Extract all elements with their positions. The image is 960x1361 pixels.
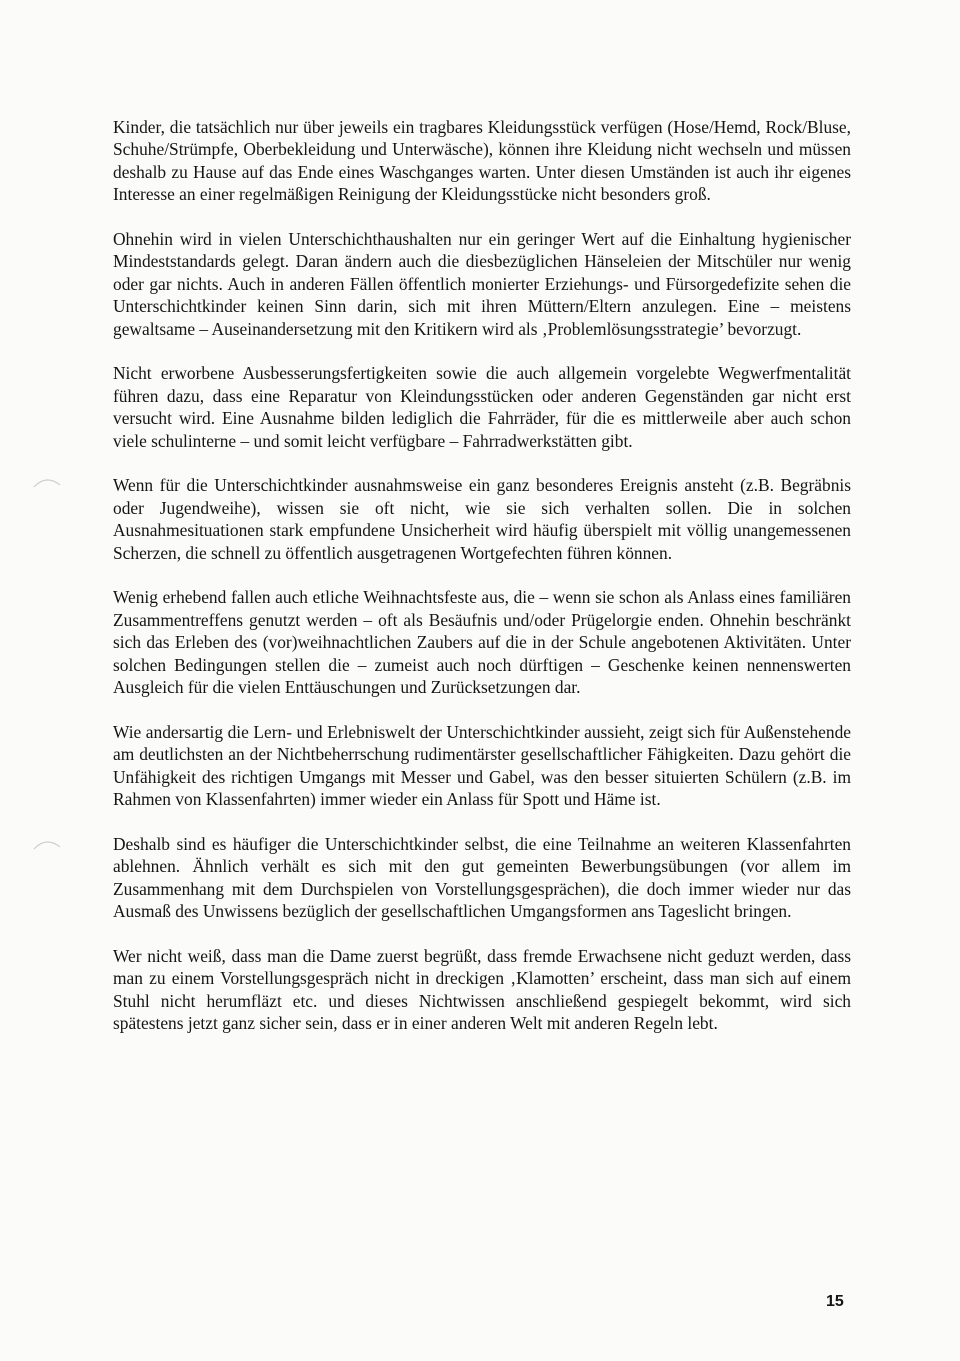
paragraph: Nicht erworbene Ausbesserungsfertigkeiten sowie die auch allgemein vorgelebte Wegwerfmentalität führen dazu, dass eine Reparatur von Kleindungsstücken oder anderen Gegenständen gar nicht erst versucht wird. Eine Ausnahme bilden lediglich die Fahrräder, für die es mittlerweile aber auch schon viele schulinterne – und somit leicht verfügbare – Fahrradwerkstätten gibt. xyxy=(113,363,851,451)
punch-hole-mark xyxy=(32,838,62,850)
page-number: 15 xyxy=(826,1293,844,1310)
paragraph: Deshalb sind es häufiger die Unterschichtkinder selbst, die eine Teilnahme an weiteren Klassenfahrten ablehnen. Ähnlich verhält es sich mit den gut gemeinten Bewerbungsübungen (vor allem im Zusammenhang mit dem Durchspielen von Vorstellungsgesprächen), die doch immer wieder nur das Ausmaß des Unwissens bezüglich der gesellschaftlichen Umgangsformen ans Tageslicht bringen. xyxy=(113,833,851,922)
paragraph: Wer nicht weiß, dass man die Dame zuerst begrüßt, dass fremde Erwachsene nicht geduzt werden, dass man zu einem Vorstellungsgespräch nicht in dreckigen ‚Klamotten’ erscheint, dass man sich auf einem Stuhl nicht herumfläzt etc. und dieses Nichtwissen anschließend gespiegelt bekommt, wird sich spätestens jetzt ganz sicher sein, dass er in einer anderen Welt mit anderen Regeln lebt. xyxy=(113,945,851,1034)
paragraph: Kinder, die tatsächlich nur über jeweils ein tragbares Kleidungsstück verfügen (Hose/Hemd, Rock/Bluse, Schuhe/Strümpfe, Oberbekleidung und Unterwäsche), können ihre Kleidung nicht wechseln und müssen deshalb zu Hause auf das Ende eines Waschganges warten. Unter diesen Umständen ist auch ihr eigenes Interesse an einer regelmäßigen Reinigung der Kleidungsstücke nicht besonders groß. xyxy=(113,117,851,205)
paragraph: Wie andersartig die Lern- und Erlebniswelt der Unterschichtkinder aussieht, zeigt sich für Außenstehende am deutlichsten an der Nichtbeherrschung rudimentärster gesellschaftlicher Fähigkeiten. Dazu gehört die Unfähigkeit des richtigen Umgangs mit Messer und Gabel, was den besser situierten Schülern (z.B. im Rahmen von Klassenfahrten) immer wieder ein Anlass für Spott und Häme ist. xyxy=(113,721,851,810)
paragraph: Ohnehin wird in vielen Unterschichthaushalten nur ein geringer Wert auf die Einhaltung hygienischer Mindeststandards gelegt. Daran ändern auch die diesbezüglichen Hänseleien der Mitschüler nur wenig oder gar nichts. Auch in anderen Fällen öffentlich monierter Erziehungs- und Fürsorgedefizite sehen die Unterschichtkinder keinen Sinn darin, sich mit ihren Müttern/Eltern anzulegen. Eine – meistens gewaltsame – Auseinandersetzung mit den Kritikern wird als ‚Problemlösungsstrategie’ bevorzugt. xyxy=(113,229,851,339)
punch-hole-mark xyxy=(32,476,62,488)
body-text xyxy=(113,116,851,1057)
paragraph: Wenn für die Unterschichtkinder ausnahmsweise ein ganz besonderes Ereignis ansteht (z.B. Begräbnis oder Jugendweihe), wissen sie oft nicht, wie sie sich verhalten sollen. Die in solchen Ausnahmesituationen stark empfundene Unsicherheit wird häufig überspielt mit völlig unangemessenen Scherzen, die schnell zu öffentlich ausgetragenen Wortgefechten führen können. xyxy=(113,475,851,563)
paragraph: Wenig erhebend fallen auch etliche Weihnachtsfeste aus, die – wenn sie schon als Anlass eines familiären Zusammentreffens genutzt werden – oft als Besäufnis und/oder Prügelorgie enden. Ohnehin beschränkt sich das Erleben des (vor)weihnachtlichen Zaubers auf die in der Schule angebotenen Aktivitäten. Unter solchen Bedingungen stellen die – zumeist auch noch dürftigen – Geschenke keinen nennenswerten Ausgleich für die vielen Enttäuschungen und Zurücksetzungen dar. xyxy=(113,587,851,698)
